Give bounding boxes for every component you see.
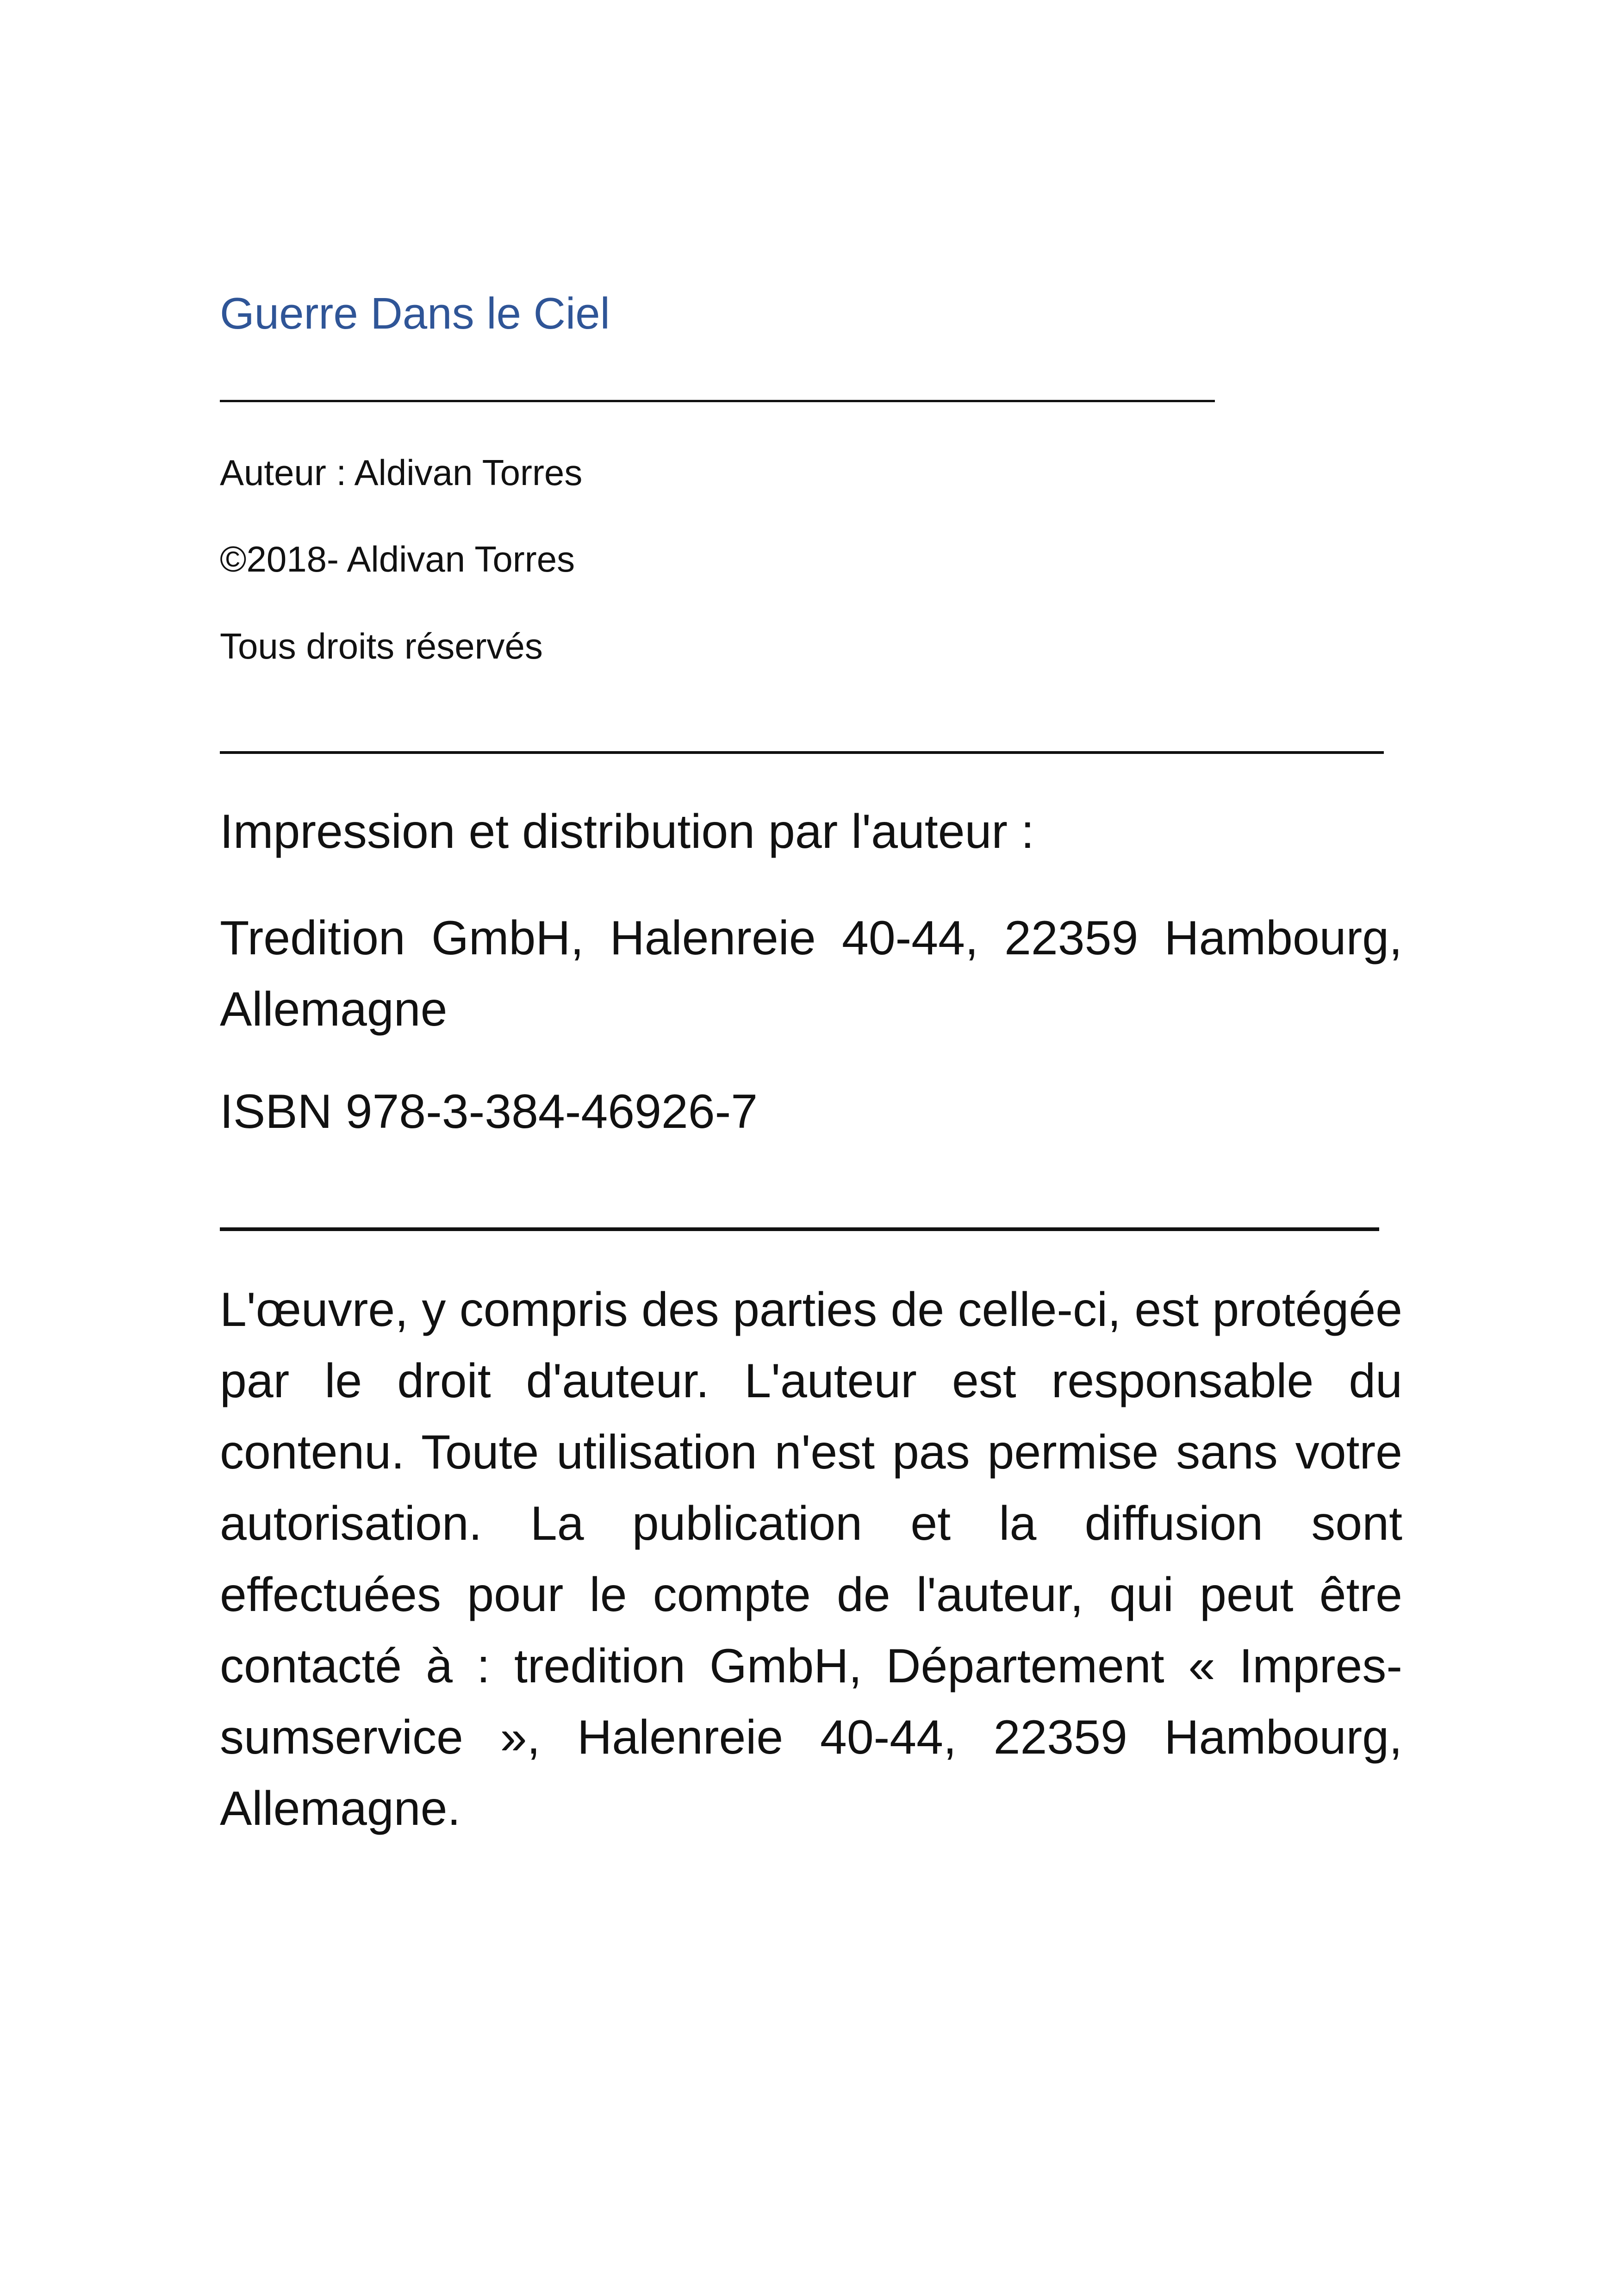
copyright-line: ©2018- Aldivan Torres: [220, 539, 575, 579]
divider-rights: [220, 751, 1384, 754]
divider-isbn: [220, 1227, 1379, 1231]
rights-line: Tous droits réservés: [220, 626, 543, 666]
publisher-address: Tredition GmbH, Halenreie 40-44, 22359 Hambourg, Allemagne: [220, 911, 1402, 1036]
isbn-line: ISBN 978-3-384-46926-7: [220, 1085, 758, 1139]
author-line: Auteur : Aldivan Torres: [220, 452, 583, 493]
book-title: Guerre Dans le Ciel: [220, 289, 610, 338]
divider-title: [220, 400, 1215, 402]
legal-notice: L'œuvre, y compris des parties de celle-ci, est protégée par le droit d'auteur. L'auteur est responsable du contenu. Toute utilisation n'est pas permise sans votre autorisation. La publication et la diffusion sont effectuées pour le compte de l'auteur, qui peut être contacté à : tredition GmbH, Département « Impressumservice », Halenreie 40-44, 22359 Hambourg, Allemagne.: [220, 1283, 1402, 1836]
printing-heading: Impression et distribution par l'auteur :: [220, 805, 1034, 859]
